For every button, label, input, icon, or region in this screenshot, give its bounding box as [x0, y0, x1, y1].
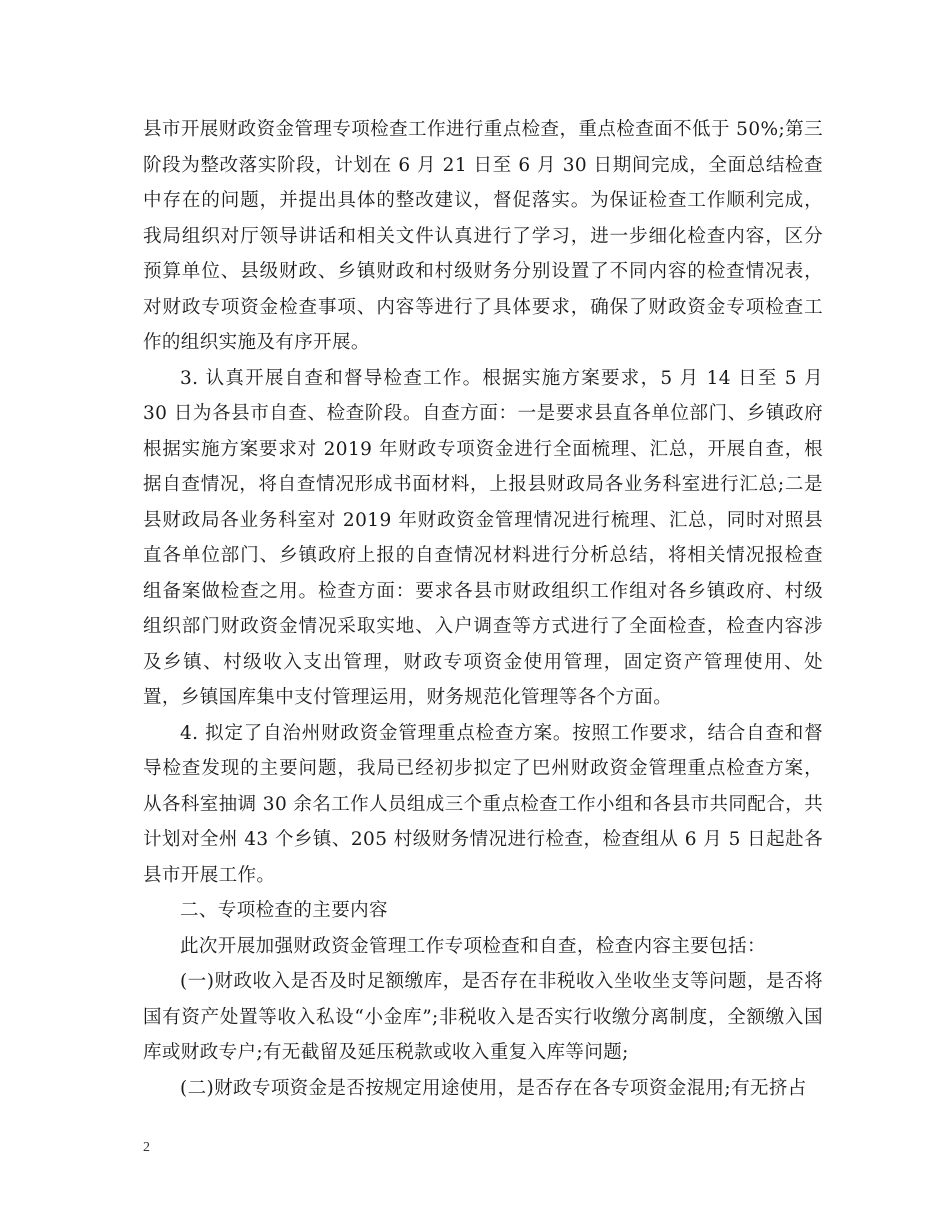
paragraph: 3. 认真开展自查和督导检查工作。根据实施方案要求，5 月 14 日至 5 月 30 日为各县市自查、检查阶段。自查方面：一是要求县直各单位部门、乡镇政府根据实施方案要求对 2019 年财政专项资金进行全面梳理、汇总，开展自查，根据自查情况，将自查情况形成书面材料，上报县财政局各业务科室进行汇总;二是县财政局各业务科室对 2019 年财政资金管理情况进行梳理、汇总，同时对照县直各单位部门、乡镇政府上报的自查情况材料进行分析总结，将相关情况报检查组备案做检查之用。检查方面：要求各县市财政组织工作组对各乡镇政府、村级组织部门财政资金情况采取实地、入户调查等方式进行了全面检查，检查内容涉及乡镇、村级收入支出管理，财政专项资金使用管理，固定资产管理使用、处置，乡镇国库集中支付管理运用，财务规范化管理等各个方面。	[143, 367, 823, 708]
paragraph: 4. 拟定了自治州财政资金管理重点检查方案。按照工作要求，结合自查和督导检查发现的主要问题，我局已经初步拟定了巴州财政资金管理重点检查方案，从各科室抽调 30 余名工作人员组成三个重点检查工作小组和各县市共同配合，共计划对全州 43 个乡镇、205 村级财务情况进行检查，检查组从 6 月 5 日起赴各县市开展工作。	[143, 722, 823, 886]
paragraph: (一)财政收入是否及时足额缴库，是否存在非税收入坐收坐支等问题，是否将国有资产处置等收入私设“小金库”;非税收入是否实行收缴分离制度，全额缴入国库或财政专户;有无截留及延压税款或收入重复入库等问题;	[143, 971, 823, 1063]
paragraph: 县市开展财政资金管理专项检查工作进行重点检查，重点检查面不低于 50%;第三阶段为整改落实阶段，计划在 6 月 21 日至 6 月 30 日期间完成，全面总结检查中存在的问题，并提出具体的整改建议，督促落实。为保证检查工作顺利完成，我局组织对厅领导讲话和相关文件认真进行了学习，进一步细化检查内容，区分预算单位、县级财政、乡镇财政和村级财务分别设置了不同内容的检查情况表，对财政专项资金检查事项、内容等进行了具体要求，确保了财政资金专项检查工作的组织实施及有序开展。	[143, 119, 823, 353]
paragraph: (二)财政专项资金是否按规定用途使用，是否存在各专项资金混用;有无挤占	[180, 1077, 807, 1099]
document-body	[143, 112, 823, 1106]
page-number: 2	[143, 1140, 150, 1155]
paragraph: 此次开展加强财政资金管理工作专项检查和自查，检查内容主要包括：	[180, 935, 766, 957]
section-heading: 二、专项检查的主要内容	[180, 900, 388, 921]
